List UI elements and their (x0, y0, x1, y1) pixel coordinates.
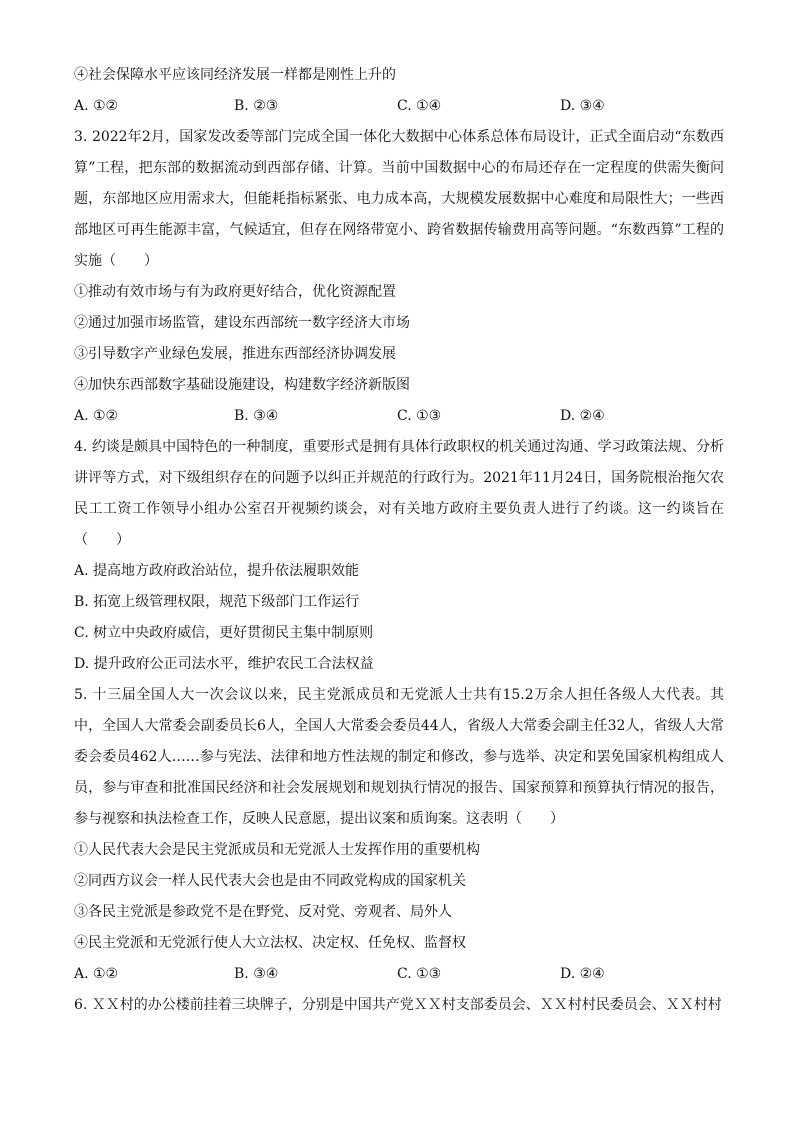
q5-statement-1: ①人民代表大会是民主党派成员和无党派人士发挥作用的重要机构 (74, 842, 480, 858)
q2-statement-4: ④社会保障水平应该同经济发展一样都是刚性上升的 (74, 67, 396, 83)
q3-statement-1: ①推动有效市场与有为政府更好结合，优化资源配置 (74, 284, 396, 300)
q3-statement-3: ③引导数字产业绿色发展，推进东西部经济协调发展 (74, 346, 396, 362)
q2-options (74, 91, 724, 122)
q5-options (74, 959, 724, 990)
q4-stem: 4. 约谈是颇具中国特色的一种制度，重要形式是拥有具体行政职权的机关通过沟通、学习政策法规、分析讲评等方式，对下级组织存在的问题予以纠正并规范的行政行为。2021年11月24日，国务院根治拖欠农民工工资工作领导小组办公室召开视频约谈会，对有关地方政府主要负责人进行了约谈。这一约谈旨在（ ） (74, 439, 724, 548)
q6-stem: 6. ＸＸ村的办公楼前挂着三块牌子，分别是中国共产党ＸＸ村支部委员会、ＸＸ村村民委员会、ＸＸ村村 (74, 997, 722, 1013)
q5-statement-4: ④民主党派和无党派行使人大立法权、决定权、任免权、监督权 (74, 935, 466, 951)
q4-option-a: A. 提高地方政府政治站位，提升依法履职效能 (74, 563, 360, 579)
q5-statement-3: ③各民主党派是参政党不是在野党、反对党、旁观者、局外人 (74, 904, 452, 920)
q3-stem: 3. 2022年2月，国家发改委等部门完成全国一体化大数据中心体系总体布局设计，正式全面启动“东数西算”工程，把东部的数据流动到西部存储、计算。当前中国数据中心的布局还存在一定程度的供需失衡问题，东部地区应用需求大，但能耗指标紧张、电力成本高，大规模发展数据中心难度和局限性大；一些西部地区可再生能源丰富，气候适宜，但存在网络带宽小、跨省数据传输费用高等问题。“东数西算”工程的实施（ ） (74, 129, 724, 269)
q4-option-b: B. 拓宽上级管理权限，规范下级部门工作运行 (74, 594, 360, 610)
q3-statement-2: ②通过加强市场监管，建设东西部统一数字经济大市场 (74, 315, 410, 331)
exam-content (74, 60, 724, 1021)
q3-option-a: A. ①② (74, 408, 119, 424)
q2-option-c: C. ①④ (397, 98, 442, 114)
q4-option-c: C. 树立中央政府威信，更好贯彻民主集中制原则 (74, 625, 374, 641)
q2-option-a: A. ①② (74, 98, 119, 114)
q4-option-d: D. 提升政府公正司法水平，维护农民工合法权益 (74, 656, 374, 672)
q3-option-c: C. ①③ (397, 408, 442, 424)
q3-option-b: B. ③④ (234, 408, 279, 424)
q5-option-b: B. ③④ (234, 966, 279, 982)
q3-option-d: D. ②④ (560, 408, 605, 424)
q3-options (74, 401, 724, 432)
q2-option-b: B. ②③ (234, 98, 279, 114)
q2-option-d: D. ③④ (560, 98, 605, 114)
q3-statement-4: ④加快东西部数字基础设施建设，构建数字经济新版图 (74, 377, 410, 393)
q5-option-c: C. ①③ (397, 966, 442, 982)
q5-option-d: D. ②④ (560, 966, 605, 982)
q5-stem: 5. 十三届全国人大一次会议以来，民主党派成员和无党派人士共有15.2万余人担任各级人大代表。其中，全国人大常委会副委员长6人，全国人大常委会委员44人，省级人大常委会副主任32人，省级人大常委会委员462人……参与宪法、法律和地方性法规的制定和修改，参与选举、决定和罢免国家机构组成人员，参与审查和批准国民经济和社会发展规划和规划执行情况的报告、国家预算和预算执行情况的报告，参与视察和执法检查工作，反映人民意愿，提出议案和质询案。这表明（ ） (74, 687, 724, 827)
q5-statement-2: ②同西方议会一样人民代表大会也是由不同政党构成的国家机关 (74, 873, 466, 889)
q5-option-a: A. ①② (74, 966, 119, 982)
